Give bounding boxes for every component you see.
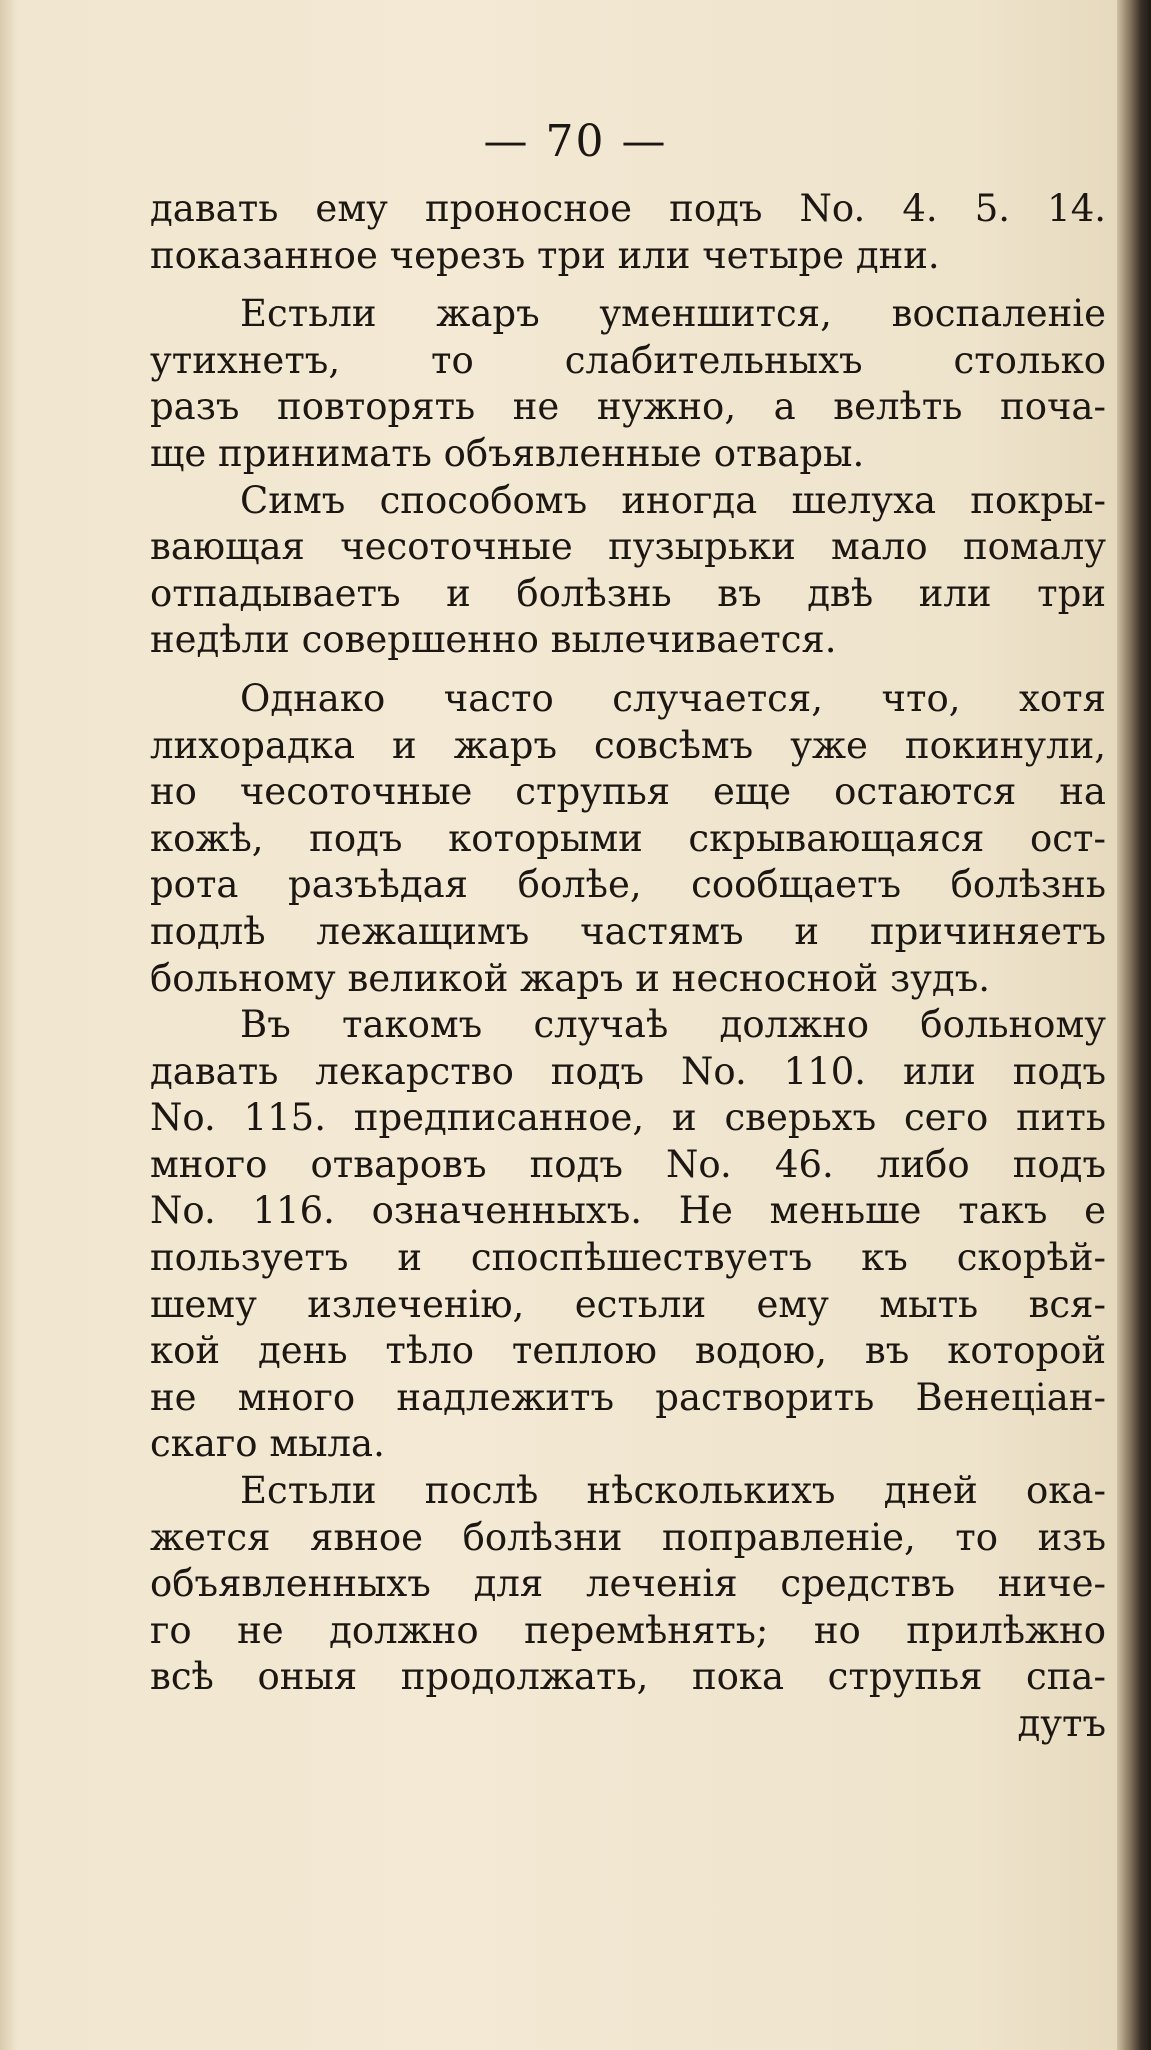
catchword: дутъ — [1017, 1702, 1106, 1745]
paragraph-1 — [150, 186, 1106, 279]
text-line: Симъ способомъ иногда шелуха покры- — [240, 478, 1106, 522]
text-line: разъ повторять не нужно, а велѣть поча- — [150, 385, 1106, 429]
text-line: рота разъѣдая болѣе, сообщаетъ болѣзнь — [150, 863, 1106, 907]
text-line: ще принимать объявленные отвары. — [150, 431, 865, 475]
page-left-edge — [0, 0, 18, 2050]
page-number-header: — 70 — — [483, 116, 668, 167]
text-line: лихорадка и жаръ совсѣмъ уже покинули, — [150, 723, 1106, 767]
text-line: го не должно перемѣнять; но прилѣжно — [150, 1608, 1106, 1652]
text-line: No. 115. предписанное, и сверьхъ сего пить — [150, 1096, 1106, 1140]
book-spine-shadow — [1117, 0, 1151, 2050]
text-line: скаго мыла. — [150, 1422, 385, 1466]
text-line: не много надлежитъ растворить Венеціан- — [150, 1375, 1106, 1419]
text-line: всѣ оныя продолжать, пока струпья спа- — [150, 1655, 1106, 1699]
text-line: отпадываетъ и болѣзнь въ двѣ или три — [150, 571, 1106, 615]
text-line: вающая чесоточные пузырьки мало помалу — [150, 525, 1106, 569]
text-line: No. 116. означенныхъ. Не меньше такъ e — [150, 1189, 1106, 1233]
text-line: недѣли совершенно вылечивается. — [150, 618, 837, 662]
text-line: подлѣ лежащимъ частямъ и причиняетъ — [150, 909, 1106, 953]
text-line: объявленныхъ для леченія средствъ ниче- — [150, 1562, 1106, 1606]
text-line: давать ему проносное подъ No. 4. 5. 14. — [150, 187, 1106, 230]
text-line: больному великой жаръ и несносной зудъ. — [150, 956, 990, 1000]
text-line: кой день тѣло теплою водою, въ которой — [150, 1329, 1106, 1373]
text-line: давать лекарство подъ No. 110. или подъ — [150, 1049, 1106, 1093]
text-line: кожѣ, подъ которыми скрывающаяся ост- — [150, 816, 1106, 860]
text-line: пользуетъ и споспѣшествуетъ къ скорѣй- — [150, 1236, 1106, 1280]
paragraph-3 — [150, 478, 1106, 664]
paragraph-5 — [150, 1002, 1106, 1468]
text-line: жется явное болѣзни поправленіе, то изъ — [150, 1515, 1106, 1559]
text-line: но чесоточные струпья еще остаются на — [150, 770, 1106, 814]
text-line: Естьли послѣ нѣсколькихъ дней ока- — [240, 1469, 1106, 1513]
text-line: Однако часто случается, что, хотя — [240, 676, 1106, 720]
paragraph-6 — [150, 1468, 1106, 1701]
paragraph-2 — [150, 291, 1106, 477]
text-line: Въ такомъ случаѣ должно больному — [240, 1003, 1106, 1047]
text-line: шему излеченію, естьли ему мыть вся- — [150, 1282, 1106, 1326]
text-line: Естьли жаръ уменшится, воспаленіе — [240, 292, 1106, 336]
body-text — [150, 186, 1106, 1748]
text-line: показанное черезъ три или четыре дни. — [150, 233, 940, 277]
paragraph-4 — [150, 676, 1106, 1002]
text-line: много отваровъ подъ No. 46. либо подъ — [150, 1142, 1106, 1186]
text-line: утихнетъ, то слабительныхъ столько — [150, 338, 1106, 382]
